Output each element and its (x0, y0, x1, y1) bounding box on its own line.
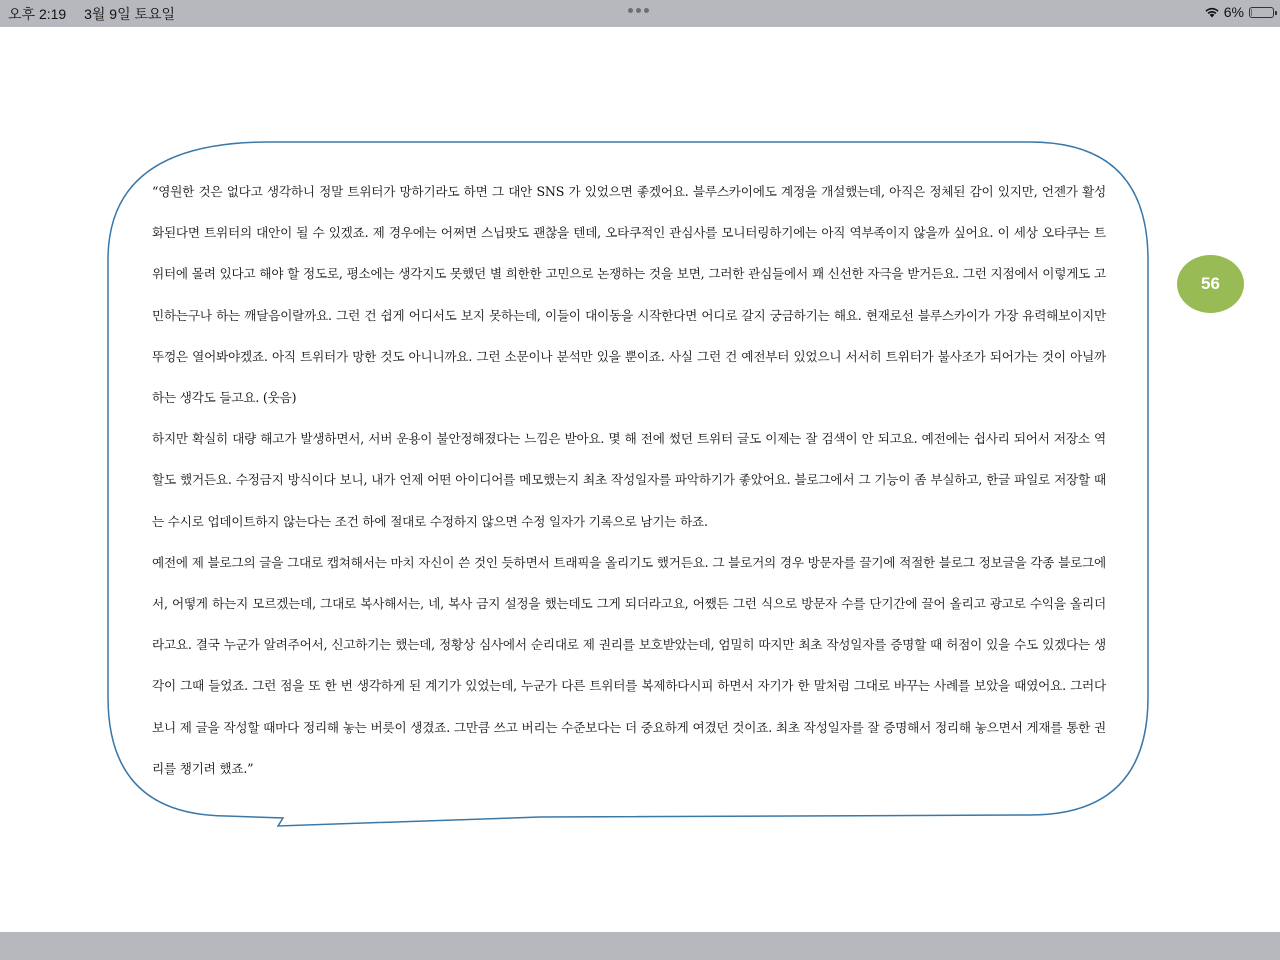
page-number-badge: 56 (1177, 255, 1244, 313)
quote-paragraph: 하지만 확실히 대량 해고가 발생하면서, 서버 운용이 불안정해졌다는 느낌은 받아요. 몇 해 전에 썼던 트위터 글도 이제는 잘 검색이 안 되고요. 예전에는 쉽사리 되어서 저장소 역할도 했거든요. 수정금지 방식이다 보니, 내가 언제 어떤 아이디어를 메모했는지 최초 작성일자를 파악하기가 좋았어요. 블로그에서 그 기능이 좀 부실하고, 한글 파일로 저장할 때는 수시로 업데이트하지 않는다는 조건 하에 절대로 수정하지 않으면 수정 일자가 기록으로 남기는 하죠. (152, 431, 1106, 529)
bottom-bar (0, 932, 1280, 960)
status-time: 오후 2:19 (8, 6, 67, 22)
battery-percent: 6% (1223, 4, 1244, 20)
quote-paragraph: 예전에 제 블로그의 글을 그대로 캡쳐해서는 마치 자신이 쓴 것인 듯하면서 트래픽을 올리기도 했거든요. 그 블로거의 경우 방문자를 끌기에 적절한 블로그 정보글을 각종 블로그에서, 어떻게 하는지 모르겠는데, 그대로 복사해서는, 네, 복사 금지 설정을 했는데도 그게 되더라고요, 어쨌든 그런 식으로 방문자 수를 단기간에 끌어 올리고 광고로 수익을 올리더라고요. 결국 누군가 알려주어서, 신고하기는 했는데, 정황상 심사에서 순리대로 제 권리를 보호받았는데, 엄밀히 따지만 최초 작성일자를 증명할 때 허점이 있을 수도 있겠다는 생각이 그때 들었죠. 그런 점을 또 한 번 생각하게 된 계기가 있었는데, 누군가 다른 트위터를 복제하다시피 하면서 자기가 한 말처럼 그대로 바꾸는 사례를 보았을 때였어요. 그러다 보니 제 글을 작성할 때마다 정리해 놓는 버릇이 생겼죠. 그만큼 쓰고 버리는 수준보다는 더 중요하게 여겼던 것이죠. 최초 작성일자를 잘 증명해서 정리해 놓으면서 게재를 통한 권리를 챙기려 했죠.” (152, 554, 1106, 776)
quote-paragraph: “영원한 것은 없다고 생각하니 정말 트위터가 망하기라도 하면 그 대안 SNS 가 있었으면 좋겠어요. 블루스카이에도 계정을 개설했는데, 아직은 정체된 감이 있지만, 언젠가 활성화된다면 트위터의 대안이 될 수 있겠죠. 제 경우에는 어쩌면 스닙팟도 괜찮을 텐데, 오타쿠적인 관심사를 모니터링하기에는 아직 역부족이지 않을까 싶어요. 이 세상 오타쿠는 트위터에 몰려 있다고 해야 할 정도로, 평소에는 생각지도 못했던 별 희한한 고민으로 논쟁하는 것을 보면, 그러한 관심들에서 꽤 신선한 자극을 받거든요. 그런 지점에서 이렇게도 고민하는구나 하는 깨달음이랄까요. 그런 건 쉽게 어디서도 보지 못하는데, 이들이 대이동을 시작한다면 어디로 갈지 궁금하기는 해요. 현재로선 블루스카이가 가장 유력해보이지만 뚜껑은 열어봐야겠죠. 아직 트위터가 망한 것도 아니니까요. 그런 소문이나 분석만 있을 뿐이죠. 사실 그런 건 예전부터 있었으니 서서히 트위터가 불사조가 되어가는 것이 아닐까 하는 생각도 들고요. (웃음) (152, 184, 1106, 406)
interview-quote (152, 171, 1106, 789)
status-date: 3월 9일 토요일 (84, 6, 176, 22)
